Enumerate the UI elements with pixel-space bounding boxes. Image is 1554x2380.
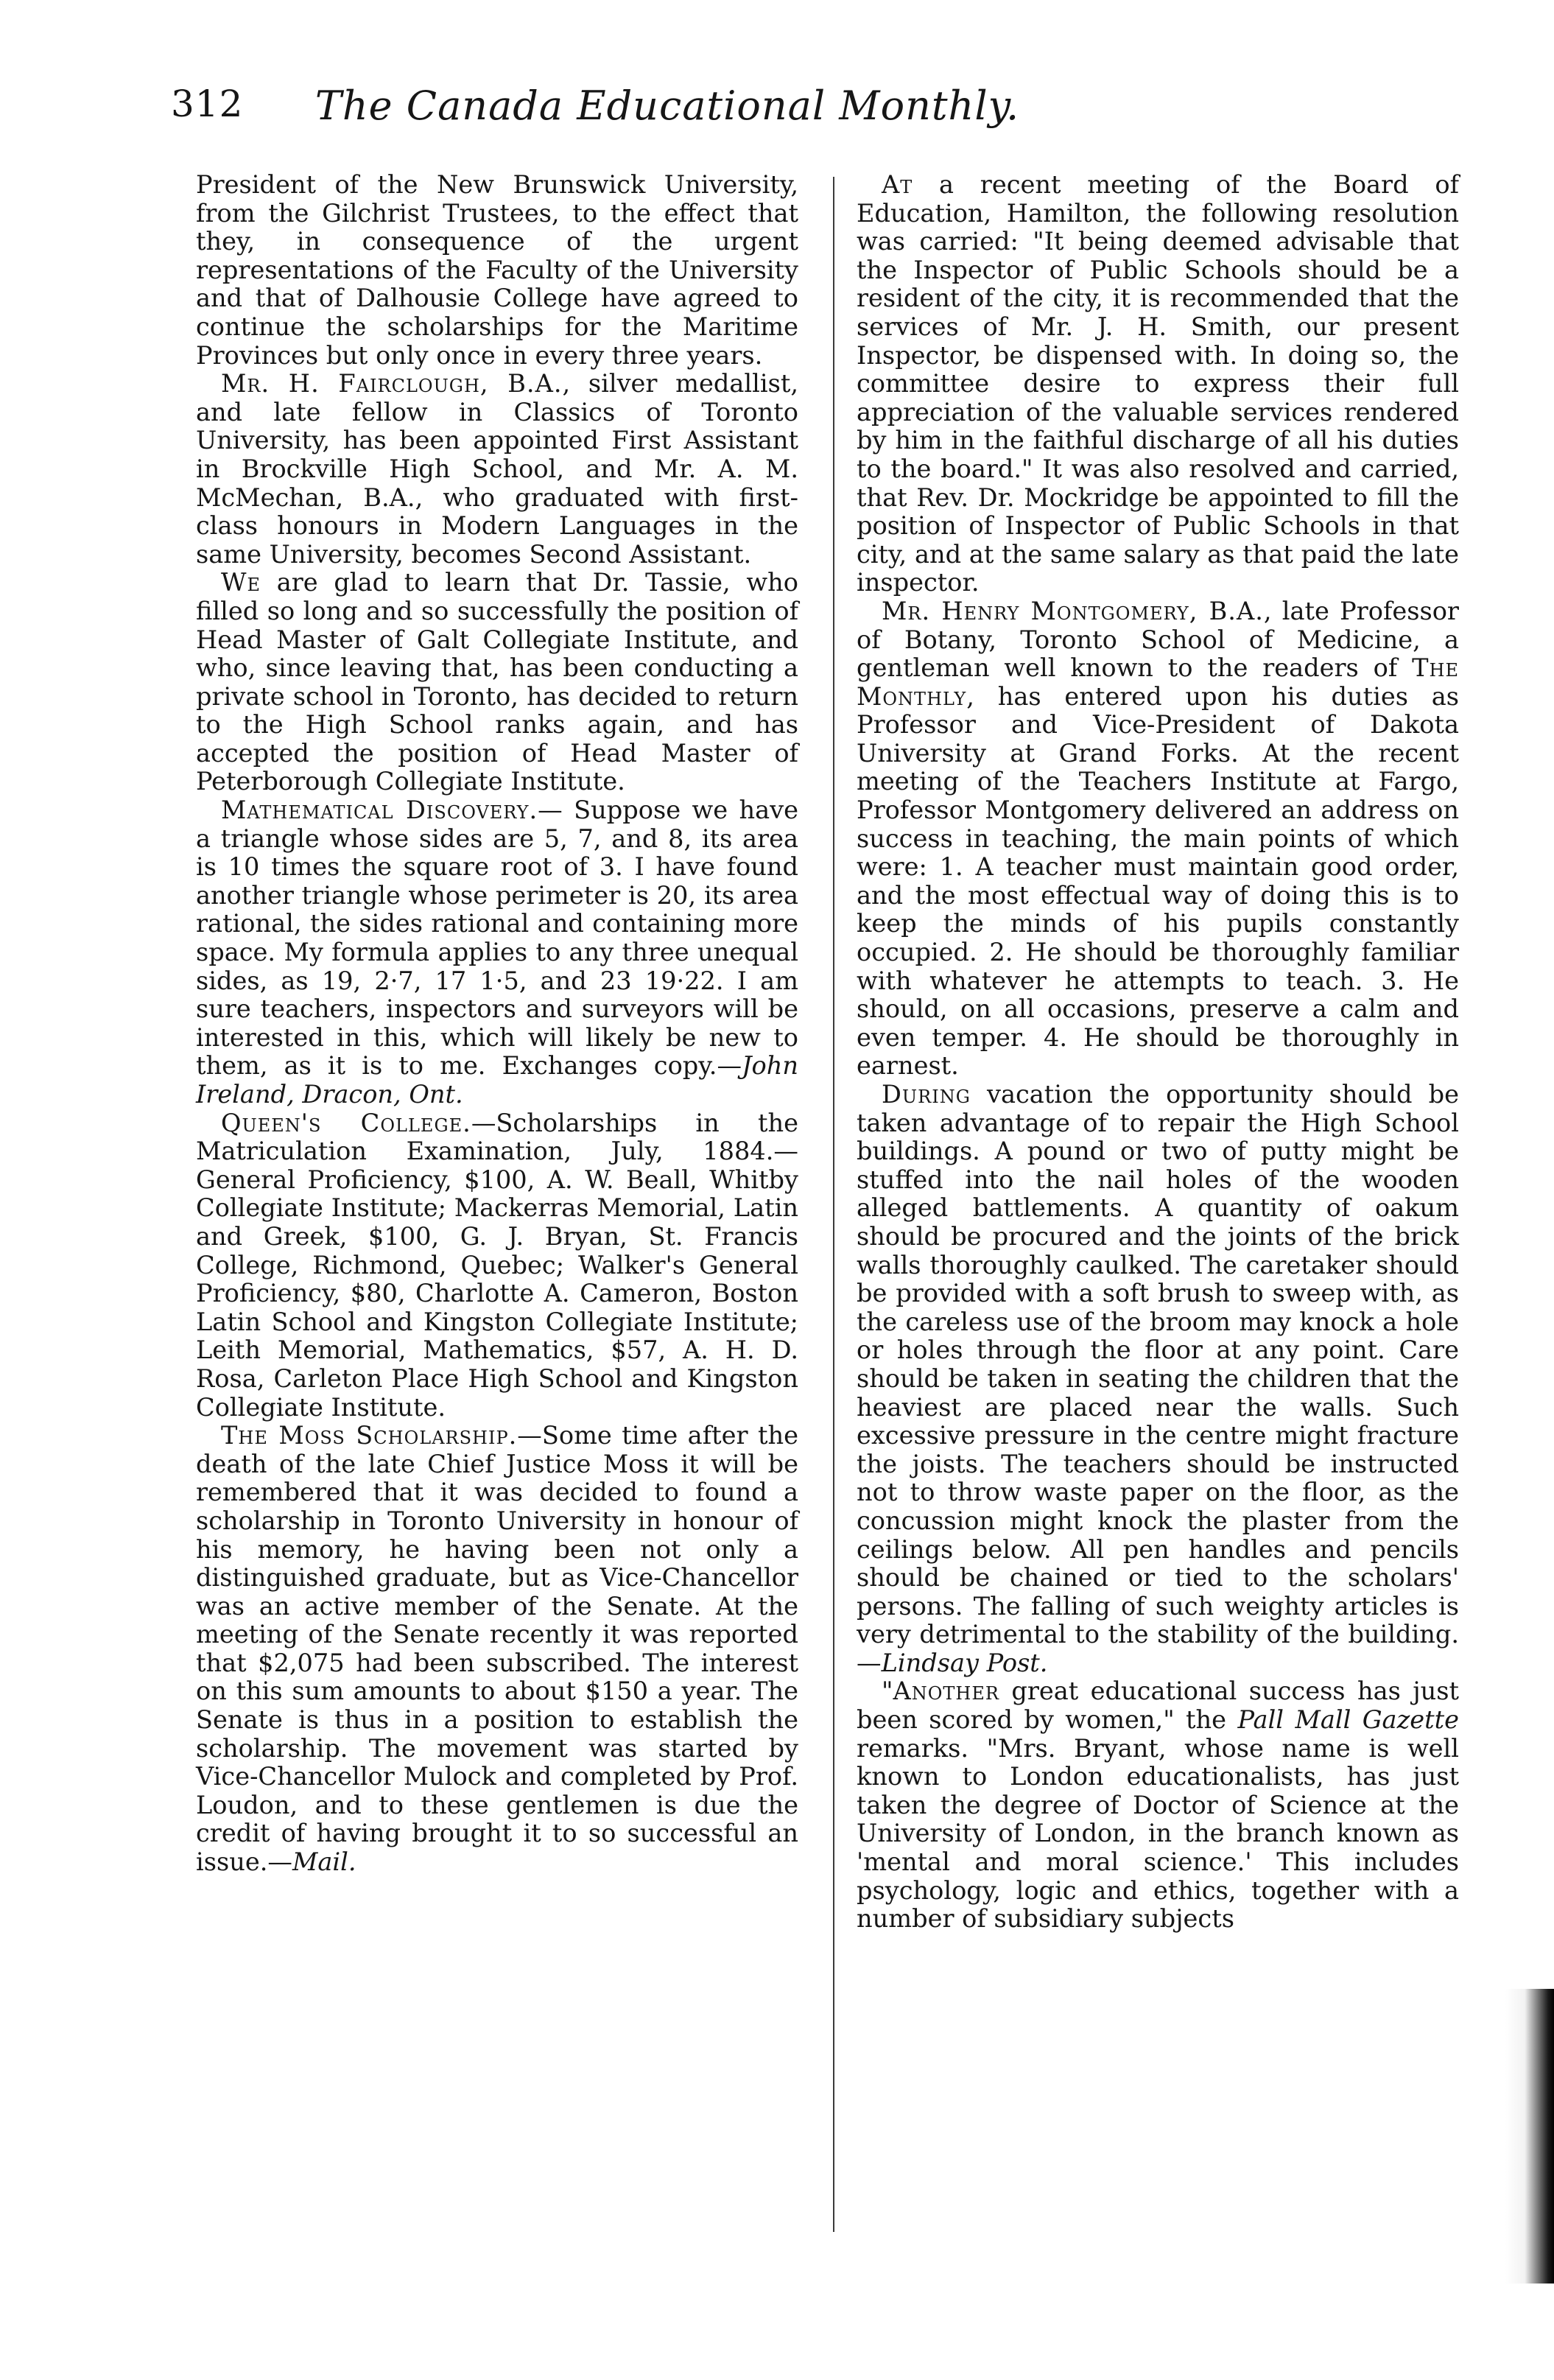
paragraph-text: great educational success has just been scored by women," the <box>857 1677 1459 1735</box>
paragraph-lead: We <box>221 568 261 597</box>
paragraph-source: John Ireland, Dracon, Ont. <box>196 1051 798 1109</box>
paragraph-lead: Mr. H. Fairclough, B.A. <box>221 369 563 399</box>
paragraph-queens-college <box>196 1109 798 1422</box>
paragraph-mathematical-discovery <box>196 796 798 1109</box>
paragraph-source: Mail. <box>292 1847 356 1877</box>
paragraph-text: , has entered upon his duties as Professor and Vice-President of Dakota University at Grand Forks. At the recent meeting of the Teachers Institute at Fargo, Professor Montgomery delivered an address on success in teaching, the main points of which were: 1. A teacher must maintain good order, and the most effectual way of doing this is to keep the minds of his pupils constantly occupied. 2. He should be thoroughly familiar with whatever he attempts to teach. 3. He should, on all occasions, preserve a calm and even temper. 4. He should be thoroughly in earnest. <box>857 681 1459 1081</box>
paragraph-lead: Mr. Henry Montgomery, B.A. <box>882 596 1264 625</box>
right-column <box>857 171 1459 1934</box>
paragraph-lead: The Moss Scholarship. <box>221 1421 518 1450</box>
paragraph-text: —Scholarships in the Matriculation Examination, July, 1884.— General Proficiency, $100, A. W. Beall, Whitby Collegiate Institute; Mackerras Memorial, Latin and Greek, $100, G. J. Bryan, St. Francis College, Richmond, Quebec; Walker's General Proficiency, $80, Charlotte A. Cameron, Boston Latin School and Kingston Collegiate Institute; Leith Memorial, Mathematics, $57, A. H. D. Rosa, Carleton Place High School and Kingston Collegiate Institute. <box>196 1108 798 1422</box>
paragraph-lead: At <box>882 170 913 199</box>
page-number: 312 <box>171 83 244 125</box>
publication-name: Pall Mall Gazette <box>1237 1705 1459 1735</box>
paragraph-lead: Another <box>893 1677 999 1706</box>
opening-quote: " <box>882 1677 893 1706</box>
paragraph-vacation-repairs <box>857 1081 1459 1677</box>
paragraph-lead: During <box>882 1080 971 1109</box>
paragraph-text: are glad to learn that Dr. Tassie, who filled so long and so successfully the position of Head Master of Galt Collegiate Institute, and who, since leaving that, has been conducting a private school in Toronto, has decided to return to the High School ranks again, and has accepted the position of Head Master of Peterborough Collegiate Institute. <box>196 568 798 796</box>
paragraph-text: , silver medallist, and late fellow in Classics of Toronto University, has been appointed First Assistant in Brockville High School, and Mr. A. M. McMechan, B.A., who graduated with first-class honours in Modern Languages in the same University, becomes Second Assistant. <box>196 369 798 569</box>
paragraph-text: —Some time after the death of the late Chief Justice Moss it will be remembered that it was decided to found a scholarship in Toronto University in honour of his memory, he having been not only a distinguished graduate, but as Vice-Chancellor was an active member of the Senate. At the meeting of the Senate recently it was reported that $2,075 had been subscribed. The interest on this sum amounts to about $150 a year. The Senate is thus in a position to establish the scholarship. The movement was started by Vice-Chancellor Mulock and completed by Prof. Loudon, and to these gentlemen is due the credit of having brought it to so successful an issue.— <box>196 1421 799 1877</box>
paragraph-text: a recent meeting of the Board of Education, Hamilton, the following resolution was carried: "It being deemed advisable that the Inspector of Public Schools should be a resident of the city, it is recommended that the services of Mr. J. H. Smith, our present Inspector, be dispensed with. In doing so, the committee desire to express their full appreciation of the valuable services rendered by him in the faithful discharge of all his duties to the board." It was also resolved and carried, that Rev. Dr. Mockridge be appointed to fill the position of Inspector of Public Schools in that city, and at the same salary as that paid the late inspector. <box>857 170 1459 597</box>
paragraph-hamilton-board <box>857 171 1459 597</box>
paragraph-fairclough <box>196 370 798 569</box>
paragraph-lead: Mathematical Discovery. <box>221 796 538 825</box>
publication-name: The Monthly <box>857 653 1459 711</box>
paragraph-mrs-bryant <box>857 1677 1459 1933</box>
page-header <box>171 83 1164 134</box>
paragraph-text: — Suppose we have a triangle whose sides are 5, 7, and 8, its area is 10 times the square root of 3. I have found another triangle whose perimeter is 20, its area rational, the sides rational and containing more space. My formula applies to any three unequal sides, as 19, 2·7, 17 1·5, and 23 19·22. I am sure teachers, inspectors and surveyors will be interested in this, which will likely be new to them, as it is to me. Exchanges copy.— <box>196 796 798 1081</box>
column-divider <box>833 177 834 2232</box>
running-title: The Canada Educational Monthly. <box>314 83 1020 129</box>
paragraph-text: remarks. "Mrs. Bryant, whose name is well known to London educationalists, has just taken the degree of Doctor of Science at the University of London, in the branch known as 'mental and moral science.' This includes psychology, logic and ethics, together with a number of subsidiary subjects <box>857 1733 1459 1934</box>
paragraph-lead: Queen's College. <box>221 1108 471 1137</box>
paragraph-tassie <box>196 569 798 796</box>
paragraph-montgomery <box>857 597 1459 1081</box>
paragraph-moss-scholarship <box>196 1422 798 1877</box>
paragraph-text: President of the New Brunswick University, from the Gilchrist Trustees, to the effect that they, in consequence of the urgent representations of the Faculty of the University and that of Dalhousie College have agreed to continue the scholarships for the Maritime Provinces but only once in every three years. <box>196 170 798 370</box>
paragraph-gilchrist-scholarship <box>196 171 798 370</box>
paragraph-source: Lindsay Post. <box>881 1648 1048 1677</box>
paragraph-text: vacation the opportunity should be taken advantage of to repair the High School buildings. A pound or two of putty might be stuffed into the nail holes of the wooden alleged battlements. A quantity of oakum should be procured and the joints of the brick walls thoroughly caulked. The caretaker should be provided with a soft brush to sweep with, as the careless use of the broom may knock a hole or holes through the floor at any point. Care should be taken in seating the children that the heaviest are placed near the walls. Such excessive pressure in the centre might fracture the joists. The teachers should be instructed not to throw waste paper on the floor, as the concussion might knock the plaster from the ceilings below. All pen handles and pencils should be chained or tied to the scholars' persons. The falling of such weighty articles is very detrimental to the stability of the building.— <box>857 1080 1459 1677</box>
left-column <box>196 171 798 1877</box>
paragraph-text: , late Professor of Botany, Toronto School of Medicine, a gentleman well known to the readers of <box>857 596 1459 683</box>
scan-edge-shadow <box>1505 1989 1554 2284</box>
